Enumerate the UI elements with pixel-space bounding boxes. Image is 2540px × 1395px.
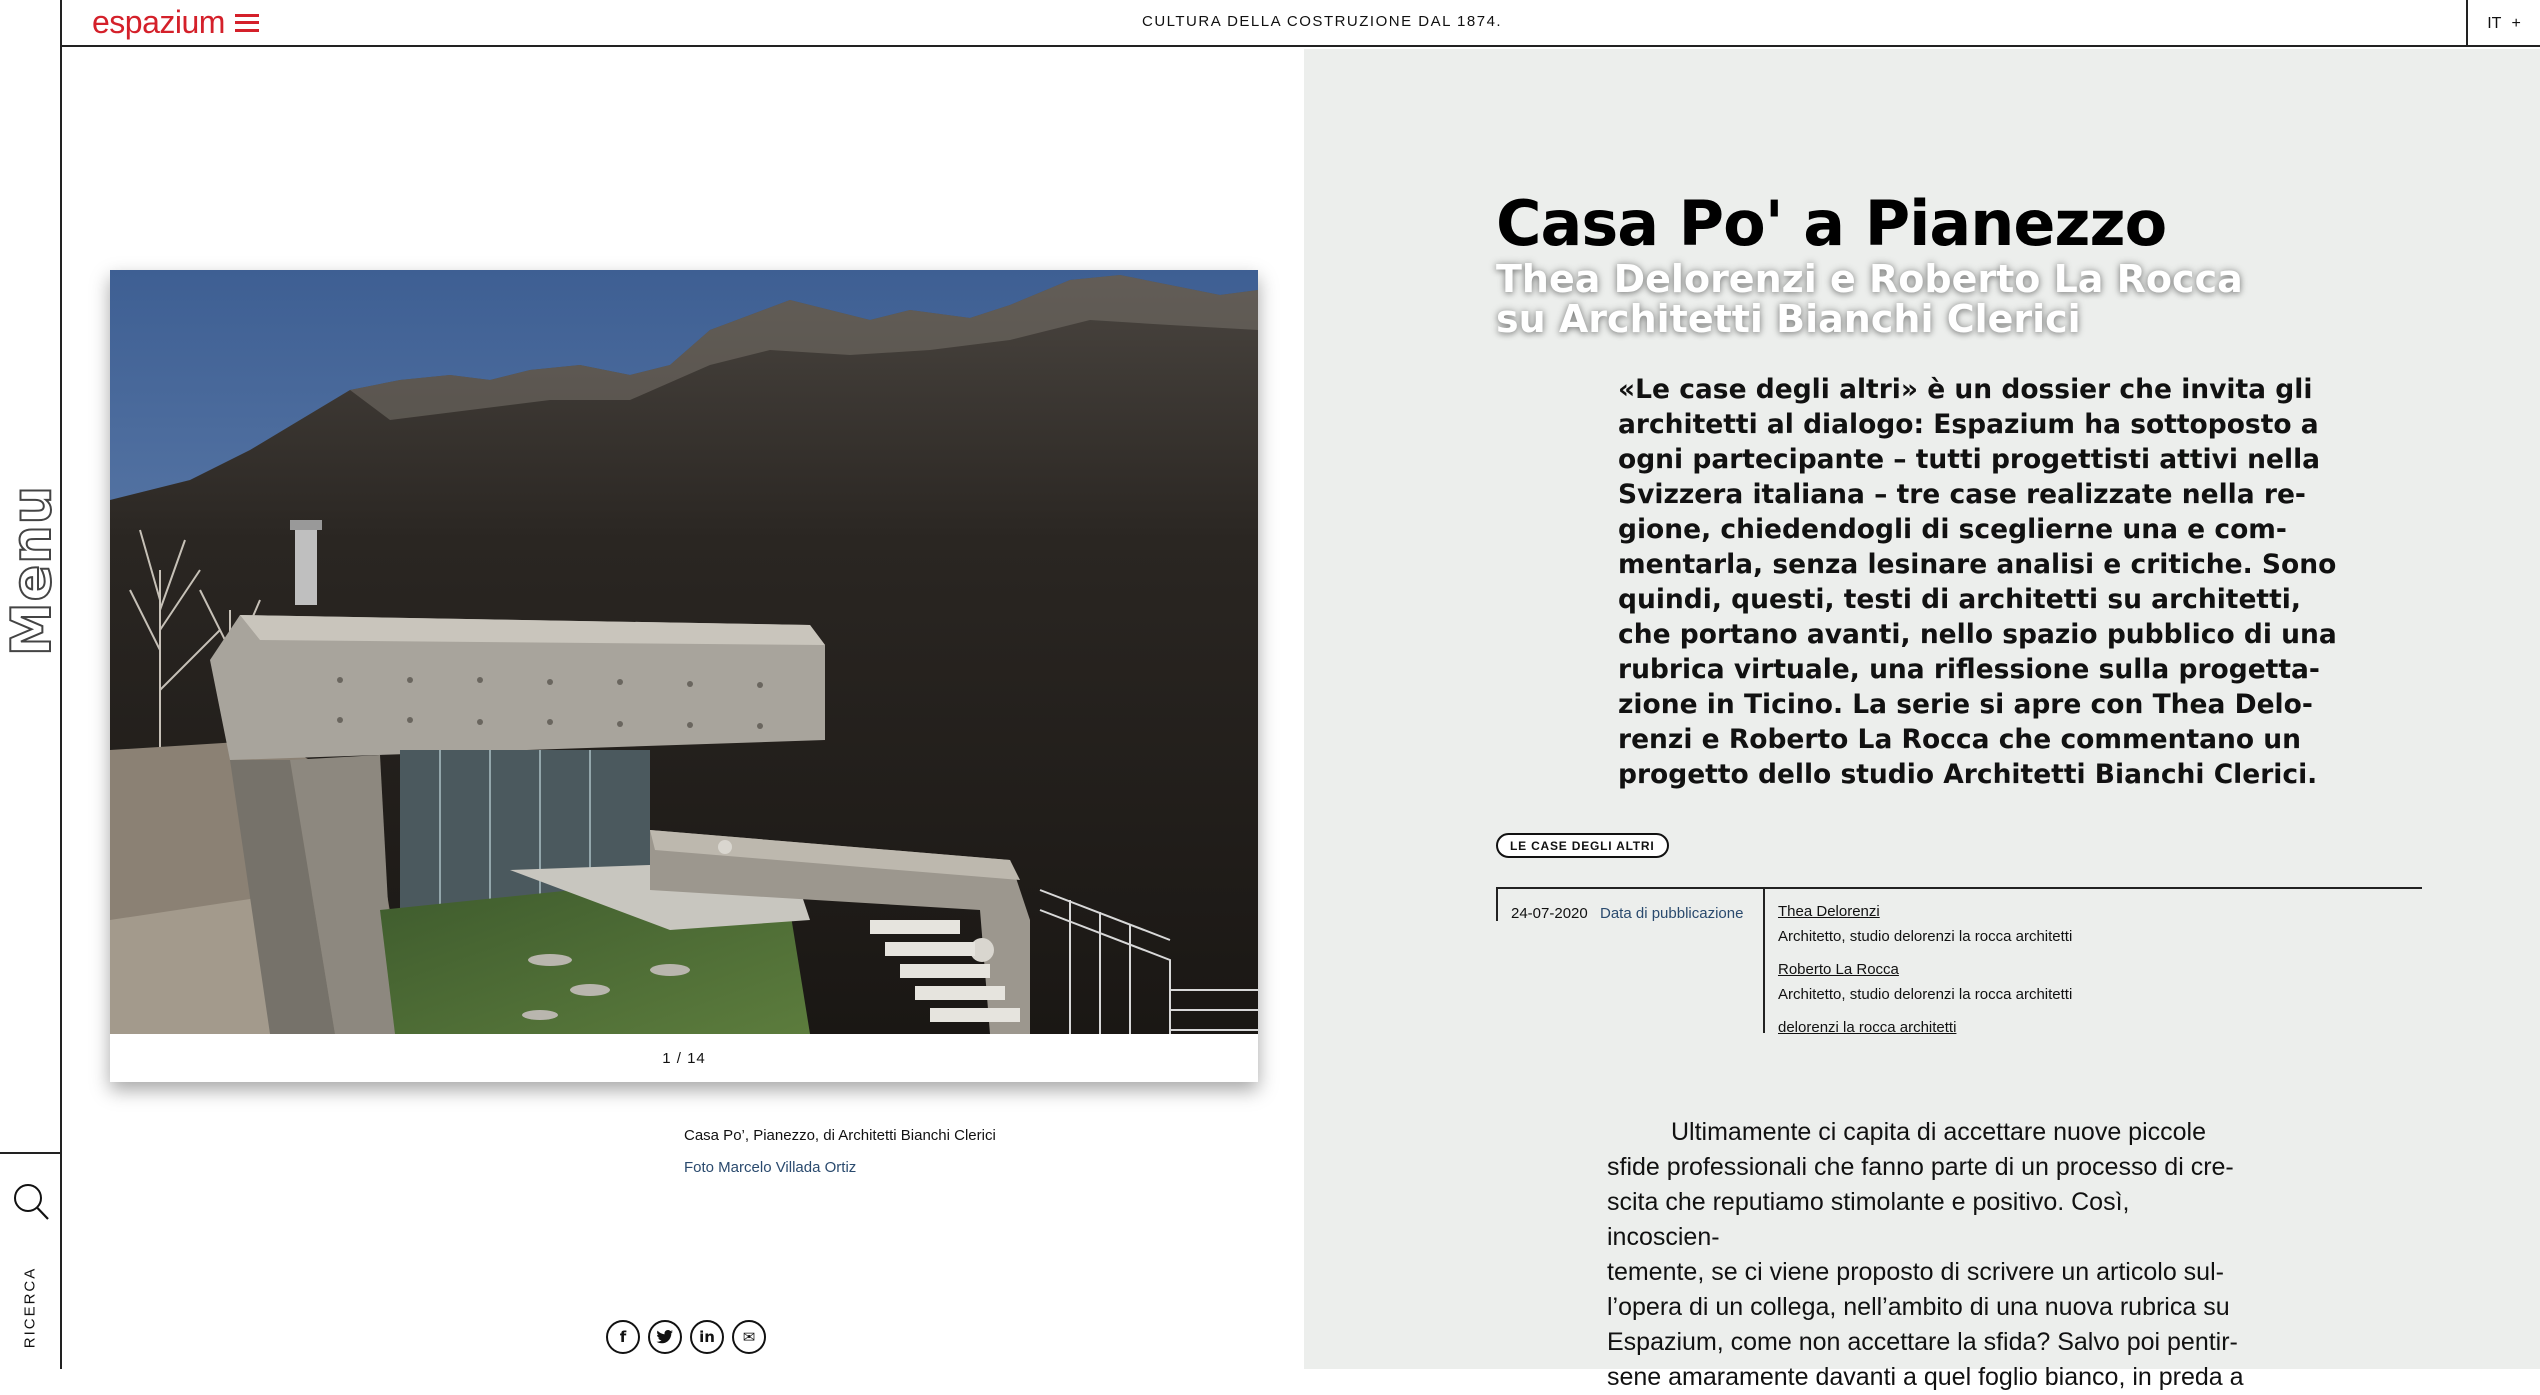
house-photo-image xyxy=(110,270,1258,1034)
image-gallery[interactable] xyxy=(110,270,1258,1082)
gallery-counter: 1 / 14 xyxy=(662,1049,706,1067)
linkedin-icon[interactable]: in xyxy=(690,1320,724,1354)
photo-credit: Foto Marcelo Villada Ortiz xyxy=(684,1159,857,1176)
body-line: temente, se ci viene proposto di scrivere un articolo sul- xyxy=(1607,1258,2224,1286)
lead-line: Svizzera italiana – tre case realizzate nella re- xyxy=(1618,479,2306,510)
plus-icon: + xyxy=(2511,14,2521,32)
lead-line: ogni partecipante – tutti progettisti attivi nella xyxy=(1618,444,2321,475)
lead-line: che portano avanti, nello spazio pubblico di una xyxy=(1618,619,2337,650)
search-label-button[interactable] xyxy=(8,1262,52,1352)
email-icon[interactable]: ✉ xyxy=(732,1320,766,1354)
menu-button[interactable] xyxy=(0,470,64,670)
facebook-icon[interactable]: f xyxy=(606,1320,640,1354)
article-body xyxy=(1607,1115,2247,1395)
logo: espazium xyxy=(92,4,225,40)
lead-line: quindi, questi, testi di architetti su architetti, xyxy=(1618,584,2301,615)
body-line: scita che reputiamo stimolante e positivo. Così, incoscien- xyxy=(1607,1188,2130,1251)
article-subtitle xyxy=(1496,259,2396,339)
subtitle-line: Thea Delorenzi e Roberto La Rocca xyxy=(1496,257,2243,301)
language-code: IT xyxy=(2487,14,2502,32)
meta-divider-left xyxy=(1496,887,1498,921)
menu-label: Menu xyxy=(0,484,64,656)
logo-link[interactable] xyxy=(92,4,259,41)
search-button[interactable] xyxy=(10,1180,52,1224)
article-lead xyxy=(1618,372,2338,792)
language-switcher[interactable] xyxy=(2466,0,2540,47)
lead-line: rubrica virtuale, una riflessione sulla progetta- xyxy=(1618,654,2320,685)
publication-date-label: Data di pubblicazione xyxy=(1600,905,1744,922)
author-link-larocca[interactable]: Roberto La Rocca xyxy=(1778,961,1899,978)
studio-link[interactable]: delorenzi la rocca architetti xyxy=(1778,1019,1957,1036)
left-sidebar xyxy=(0,0,62,1369)
author-link-delorenzi[interactable]: Thea Delorenzi xyxy=(1778,903,1880,920)
lead-line: «Le case degli altri» è un dossier che invita gli xyxy=(1618,374,2313,405)
lead-line: gione, chiedendogli di sceglierne una e com- xyxy=(1618,514,2287,545)
body-line: sfide professionali che fanno parte di un processo di cre- xyxy=(1607,1153,2234,1181)
body-line: Ultimamente ci capita di accettare nuove piccole xyxy=(1671,1118,2206,1146)
lead-line: architetti al dialogo: Espazium ha sottoposto a xyxy=(1618,409,2319,440)
meta-divider-middle xyxy=(1763,887,1765,1033)
site-tagline: CULTURA DELLA COSTRUZIONE DAL 1874. xyxy=(1142,13,1503,30)
lead-line: mentarla, senza lesinare analisi e critiche. Sono xyxy=(1618,549,2337,580)
twitter-icon[interactable] xyxy=(648,1320,682,1354)
body-line: sene amaramente davanti a quel foglio bianco, in preda a xyxy=(1607,1363,2244,1391)
author-role: Architetto, studio delorenzi la rocca architetti xyxy=(1778,986,2073,1003)
article-title: Casa Po' a Pianezzo xyxy=(1496,187,2167,260)
top-header xyxy=(62,0,2540,47)
author-role: Architetto, studio delorenzi la rocca architetti xyxy=(1778,928,2073,945)
gallery-photo[interactable] xyxy=(110,270,1258,1034)
lead-line: zione in Ticino. La serie si apre con Thea Delo- xyxy=(1618,689,2313,720)
body-line: Espazium, come non accettare la sfida? Salvo poi pentir- xyxy=(1607,1328,2238,1356)
sidebar-divider xyxy=(0,1152,62,1154)
lead-line: renzi e Roberto La Rocca che commentano un xyxy=(1618,724,2302,755)
subtitle-line: su Architetti Bianchi Clerici xyxy=(1496,297,2081,341)
search-icon xyxy=(10,1180,52,1224)
dossier-tag[interactable]: LE CASE DEGLI ALTRI xyxy=(1496,833,1669,858)
photo-caption: Casa Po’, Pianezzo, di Architetti Bianchi Clerici xyxy=(684,1127,996,1144)
body-line: l’opera di un collega, nell’ambito di una nuova rubrica su xyxy=(1607,1293,2230,1321)
meta-divider xyxy=(1496,887,2422,889)
share-buttons xyxy=(606,1320,766,1354)
publication-date: 24-07-2020 xyxy=(1511,905,1588,922)
article-panel xyxy=(1304,49,2540,1391)
hamburger-icon xyxy=(235,14,259,32)
lead-line: progetto dello studio Architetti Bianchi Clerici. xyxy=(1618,759,2318,790)
search-label: RICERCA xyxy=(21,1266,39,1348)
